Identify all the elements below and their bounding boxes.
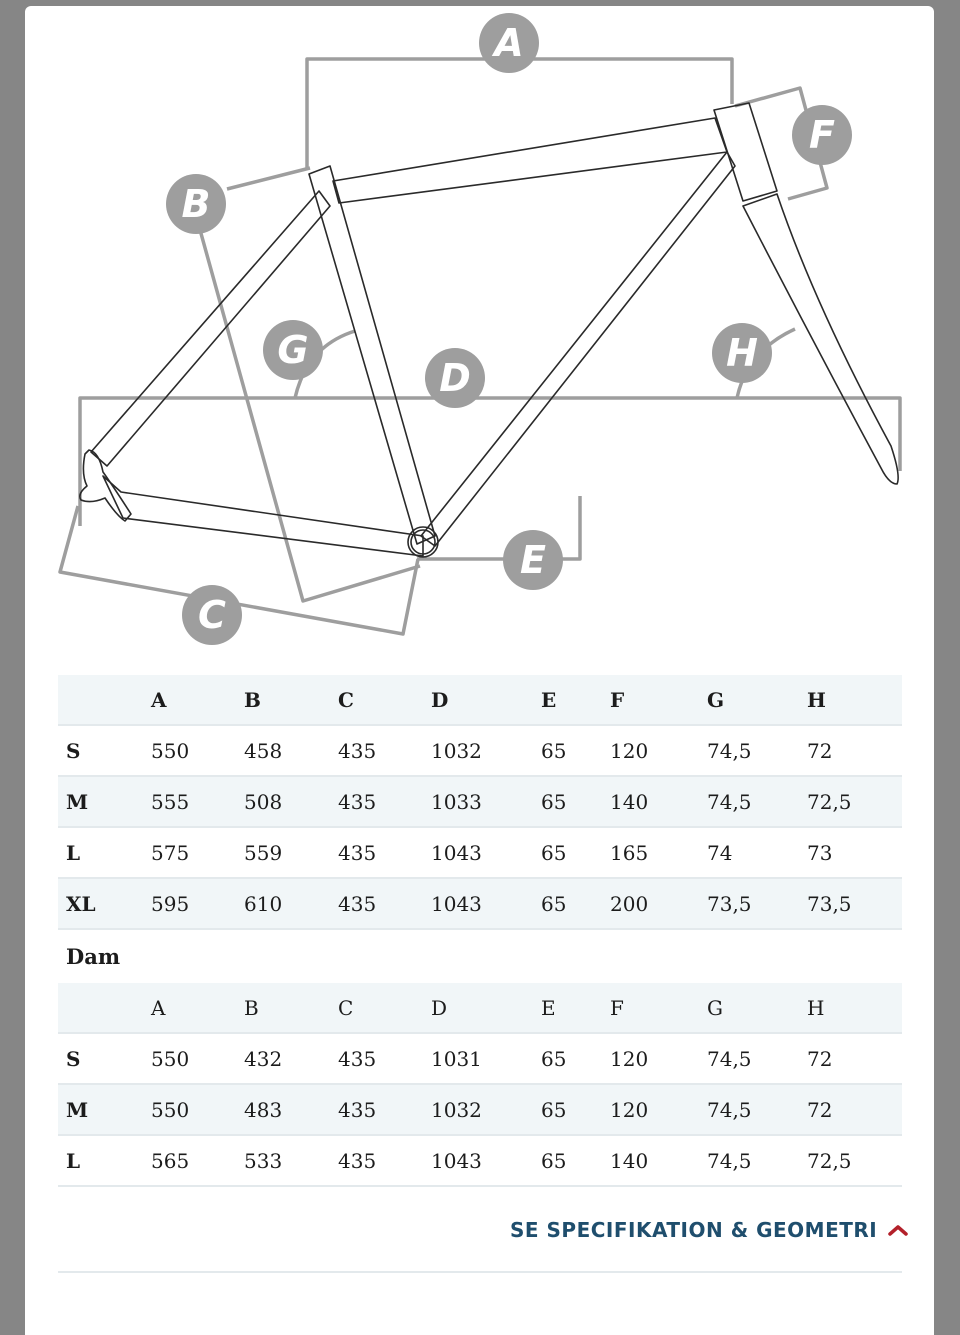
header-cell: D xyxy=(431,675,541,725)
dimension-a-line xyxy=(307,59,732,168)
table-cell: 533 xyxy=(244,1135,338,1186)
table-cell: 435 xyxy=(338,878,431,929)
table-cell: 65 xyxy=(541,1084,610,1135)
size-label: XL xyxy=(58,878,151,929)
label-h-marker xyxy=(712,323,772,383)
header-cell xyxy=(58,675,151,725)
label-g-marker xyxy=(263,320,323,380)
table-row xyxy=(58,878,902,929)
table-cell: 435 xyxy=(338,1135,431,1186)
header-cell: B xyxy=(244,983,338,1033)
header-cell xyxy=(58,983,151,1033)
label-b-text: B xyxy=(181,182,211,226)
table-cell: 550 xyxy=(151,1084,244,1135)
table-cell: 550 xyxy=(151,725,244,776)
table-cell: 73 xyxy=(807,827,902,878)
table-header-row xyxy=(58,983,902,1033)
table-cell: 72 xyxy=(807,725,902,776)
header-cell: A xyxy=(151,675,244,725)
table-cell: 65 xyxy=(541,1135,610,1186)
header-cell: F xyxy=(610,983,707,1033)
header-cell: H xyxy=(807,983,902,1033)
table-cell: 120 xyxy=(610,1033,707,1084)
table-cell: 73,5 xyxy=(707,878,807,929)
size-label: M xyxy=(58,1084,151,1135)
table-cell: 1031 xyxy=(431,1033,541,1084)
bike-frame xyxy=(80,103,898,557)
table-cell: 550 xyxy=(151,1033,244,1084)
table-cell: 65 xyxy=(541,725,610,776)
table-cell: 1032 xyxy=(431,725,541,776)
table-cell: 140 xyxy=(610,776,707,827)
table-cell: 74,5 xyxy=(707,776,807,827)
table-cell: 575 xyxy=(151,827,244,878)
table-cell: 65 xyxy=(541,776,610,827)
table-cell: 72 xyxy=(807,1033,902,1084)
label-g-text: G xyxy=(277,328,309,372)
table-cell: 435 xyxy=(338,776,431,827)
dimension-d-line xyxy=(80,398,900,526)
table-cell: 610 xyxy=(244,878,338,929)
table-cell: 165 xyxy=(610,827,707,878)
header-cell: H xyxy=(807,675,902,725)
dimension-b-leader xyxy=(227,168,310,189)
table-cell: 435 xyxy=(338,1033,431,1084)
table-cell: 1043 xyxy=(431,1135,541,1186)
size-label: L xyxy=(58,1135,151,1186)
label-b-marker xyxy=(166,174,226,234)
label-e-text: E xyxy=(520,538,546,582)
label-f-text: F xyxy=(809,113,835,157)
table-cell: 555 xyxy=(151,776,244,827)
frame-geometry-diagram xyxy=(25,6,934,656)
dimension-b-line xyxy=(197,219,420,601)
table-cell: 72 xyxy=(807,1084,902,1135)
label-a-text: A xyxy=(494,21,524,65)
table-cell: 508 xyxy=(244,776,338,827)
label-c-text: C xyxy=(198,593,226,637)
table-cell: 1033 xyxy=(431,776,541,827)
label-a-marker xyxy=(479,13,539,73)
table-cell: 432 xyxy=(244,1033,338,1084)
geometry-table-dam xyxy=(58,983,902,1187)
geometry-table-main xyxy=(58,675,902,930)
table-cell: 483 xyxy=(244,1084,338,1135)
table-cell: 120 xyxy=(610,725,707,776)
table-header-row xyxy=(58,675,902,725)
header-cell: D xyxy=(431,983,541,1033)
table-cell: 120 xyxy=(610,1084,707,1135)
table-cell: 559 xyxy=(244,827,338,878)
table-row xyxy=(58,725,902,776)
geometry-panel xyxy=(25,6,934,1335)
spec-link-label: SE SPECIFIKATION & GEOMETRI xyxy=(510,1218,878,1242)
divider xyxy=(58,1271,902,1273)
table-cell: 1032 xyxy=(431,1084,541,1135)
table-cell: 74,5 xyxy=(707,1135,807,1186)
header-cell: A xyxy=(151,983,244,1033)
table-cell: 565 xyxy=(151,1135,244,1186)
label-e-marker xyxy=(503,530,563,590)
header-cell: C xyxy=(338,983,431,1033)
table-row xyxy=(58,827,902,878)
table-cell: 73,5 xyxy=(807,878,902,929)
table-cell: 1043 xyxy=(431,827,541,878)
section-title-dam: Dam xyxy=(66,944,121,969)
table-cell: 435 xyxy=(338,725,431,776)
label-c-marker xyxy=(182,585,242,645)
size-label: L xyxy=(58,827,151,878)
header-cell: F xyxy=(610,675,707,725)
chevron-up-icon xyxy=(887,1223,909,1237)
table-cell: 65 xyxy=(541,1033,610,1084)
table-cell: 458 xyxy=(244,725,338,776)
table-cell: 72,5 xyxy=(807,1135,902,1186)
table-cell: 65 xyxy=(541,878,610,929)
header-cell: C xyxy=(338,675,431,725)
table-row xyxy=(58,1033,902,1084)
label-h-text: H xyxy=(726,331,758,375)
header-cell: E xyxy=(541,983,610,1033)
label-d-text: D xyxy=(439,356,471,400)
size-label: S xyxy=(58,1033,151,1084)
table-cell: 74 xyxy=(707,827,807,878)
table-cell: 74,5 xyxy=(707,1084,807,1135)
header-cell: E xyxy=(541,675,610,725)
table-cell: 140 xyxy=(610,1135,707,1186)
header-cell: G xyxy=(707,983,807,1033)
table-cell: 595 xyxy=(151,878,244,929)
table-cell: 435 xyxy=(338,1084,431,1135)
label-f-marker xyxy=(792,105,852,165)
table-cell: 200 xyxy=(610,878,707,929)
label-d-marker xyxy=(425,348,485,408)
table-cell: 435 xyxy=(338,827,431,878)
spec-geometry-toggle-link[interactable] xyxy=(510,1218,909,1242)
table-cell: 65 xyxy=(541,827,610,878)
table-row xyxy=(58,1135,902,1186)
table-cell: 74,5 xyxy=(707,725,807,776)
header-cell: B xyxy=(244,675,338,725)
table-cell: 72,5 xyxy=(807,776,902,827)
table-row xyxy=(58,776,902,827)
table-row xyxy=(58,1084,902,1135)
table-cell: 74,5 xyxy=(707,1033,807,1084)
size-label: M xyxy=(58,776,151,827)
table-cell: 1043 xyxy=(431,878,541,929)
header-cell: G xyxy=(707,675,807,725)
size-label: S xyxy=(58,725,151,776)
